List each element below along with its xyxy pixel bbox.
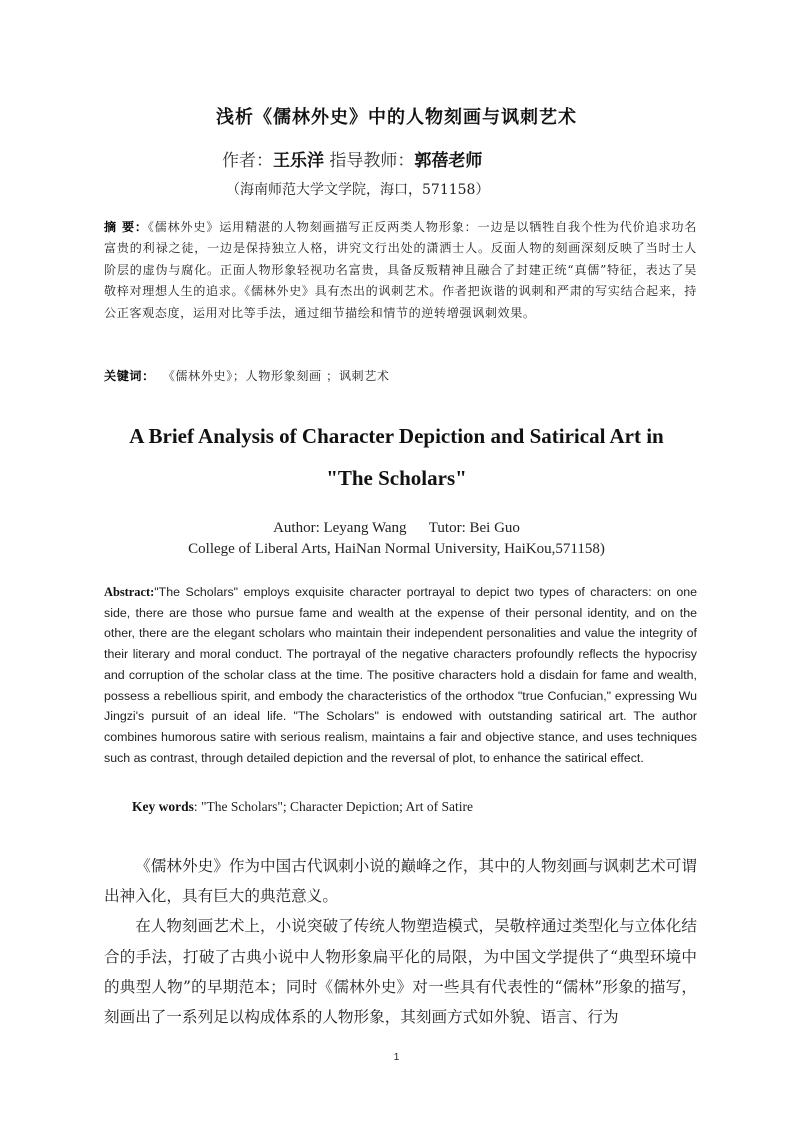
tutor-name: 郭蓓老师 [414, 151, 483, 171]
english-keywords-text: : "The Scholars"; Character Depiction; Art of Satire [193, 799, 473, 814]
chinese-abstract-label: 摘 要： [104, 220, 148, 234]
english-title-line-2: "The Scholars" [326, 466, 467, 490]
author-label: 作者： [222, 151, 273, 171]
chinese-keywords [104, 367, 390, 384]
page-number: 1 [393, 1052, 400, 1063]
english-abstract [104, 582, 697, 768]
tutor-label: 指导教师： [329, 151, 415, 171]
chinese-keywords-text: 《儒林外史》；人物形象刻画 ；讽刺艺术 [168, 369, 390, 383]
body-paragraph: 在人物刻画艺术上，小说突破了传统人物塑造模式，吴敬梓通过类型化与立体化结合的手法，打破了古典小说中人物形象扁平化的局限，为中国文学提供了“典型环境中的典型人物”的早期范本；同时《儒林外史》对一些具有代表性的“儒林”形象的描写，刻画出了一系列足以构成体系的人物形象，其刻画方式如外貌、语言、行为 [104, 917, 697, 1027]
author-name: 王乐洋 [273, 151, 324, 171]
english-author-line: Author: Leyang Wang Tutor: Bei Guo [273, 520, 520, 536]
chinese-keywords-label: 关键词： [104, 369, 155, 383]
chinese-author-line [222, 146, 482, 171]
chinese-title: 浅析《儒林外史》中的人物刻画与讽刺艺术 [216, 107, 577, 128]
chinese-affiliation: （海南师范大学文学院，海口，571158） [226, 182, 490, 198]
chinese-abstract-text: 《儒林外史》运用精湛的人物刻画描写正反两类人物形象：一边是以牺牲自我个性为代价追求功名富贵的利禄之徒，一边是保持独立人格，讲究文行出处的潇洒士人。反面人物的刻画深刻反映了当时士人阶层的虚伪与腐化。正面人物形象轻视功名富贵，具备反叛精神且融合了封建正统“真儒”特征，表达了吴敬梓对理想人生的追求。《儒林外史》具有杰出的讽刺艺术。作者把诙谐的讽刺和严肃的写实结合起来，持公正客观态度，运用对比等手法，通过细节描绘和情节的逆转增强讽刺效果。 [104, 220, 697, 320]
english-title-line-1: A Brief Analysis of Character Depiction and Satirical Art in [129, 424, 664, 448]
english-affiliation: College of Liberal Arts, HaiNan Normal University, HaiKou,571158) [188, 541, 605, 557]
body-paragraph: 《儒林外史》作为中国古代讽刺小说的巅峰之作，其中的人物刻画与讽刺艺术可谓出神入化，具有巨大的典范意义。 [104, 857, 697, 906]
chinese-abstract [104, 217, 697, 324]
english-keywords-label: Key words [132, 799, 194, 814]
english-abstract-text: "The Scholars" employs exquisite character portrayal to depict two types of characters: on one side, there are those who pursue fame and wealth at the expense of their personal identity, and on the other, there are the elegant scholars who maintain their independent personalities and value the integrity of their literary and moral conduct. The portrayal of the negative characters profoundly reflects the hypocrisy and corruption of the scholar class at the time. The positive characters hold a disdain for fame and wealth, possess a rebellious spirit, and embody the characteristics of the orthodox "true Confucian," expressing Wu Jingzi's pursuit of an ideal life. "The Scholars" is endowed with outstanding satirical art. The author combines humorous satire with serious realism, maintains a fair and objective stance, and uses techniques such as contrast, through detailed depiction and the reversal of plot, to enhance the satirical effect. [104, 585, 697, 765]
english-keywords [132, 799, 473, 815]
body-text [104, 851, 697, 1032]
english-abstract-label: Abstract: [104, 585, 155, 599]
